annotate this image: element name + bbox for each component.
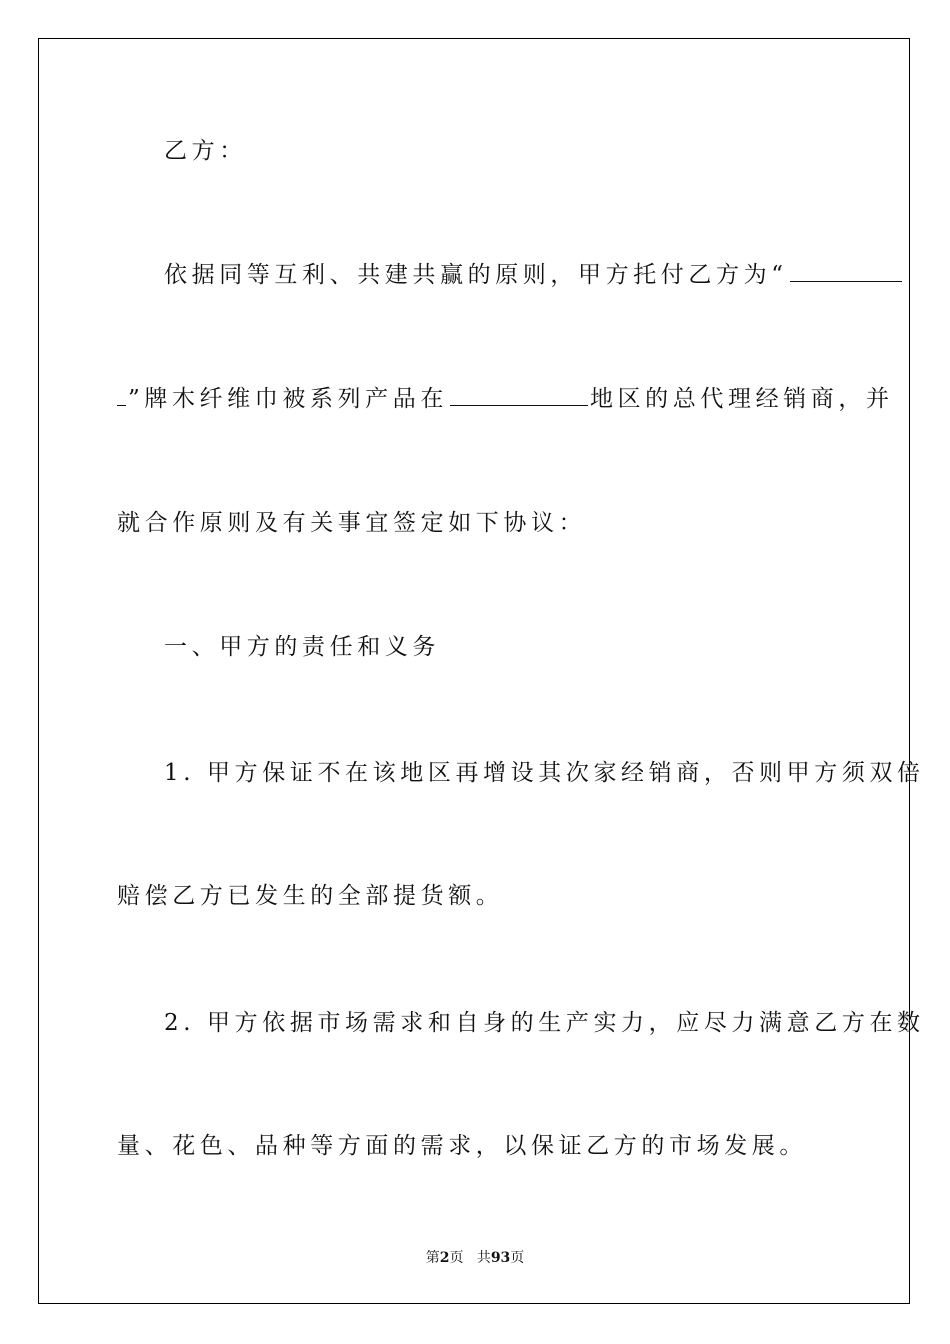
party-b-label: 乙方： — [164, 138, 247, 164]
item-2-line-2: 量、花色、品种等方面的需求，以保证乙方的市场发展。 — [117, 1133, 807, 1159]
brand-name-blank-continued — [117, 383, 126, 406]
item-1-line-1: 1. 甲方保证不在该地区再增设其次家经销商，否则甲方须双倍 — [164, 760, 925, 786]
brand-name-blank — [790, 259, 902, 282]
page-footer — [0, 1247, 950, 1267]
intro-line-1 — [164, 259, 904, 290]
section-1-heading: 一、甲方的责任和义务 — [164, 634, 440, 660]
page-frame — [38, 38, 910, 1304]
intro-line-3: 就合作原则及有关事宜签定如下协议： — [117, 510, 587, 536]
intro-line-1-text: 依据同等互利、共建共赢的原则，甲方托付乙方为“ — [164, 262, 788, 288]
page-total: 93 — [490, 1250, 511, 1266]
page-prefix: 第 — [425, 1250, 440, 1266]
intro-line-2-suffix: 地区的总代理经销商，并 — [589, 386, 894, 412]
intro-line-2 — [117, 383, 894, 414]
item-1-line-2: 赔偿乙方已发生的全部提货额。 — [117, 883, 504, 909]
total-prefix: 共 — [476, 1250, 491, 1266]
item-2-line-1: 2. 甲方依据市场需求和自身的生产实力，应尽力满意乙方在数 — [164, 1010, 925, 1036]
page-current: 2 — [439, 1250, 450, 1266]
page-unit: 页 — [449, 1250, 464, 1266]
total-unit: 页 — [510, 1250, 525, 1266]
intro-line-2-prefix: ”牌木纤维巾被系列产品在 — [128, 386, 448, 412]
region-blank — [450, 383, 588, 406]
